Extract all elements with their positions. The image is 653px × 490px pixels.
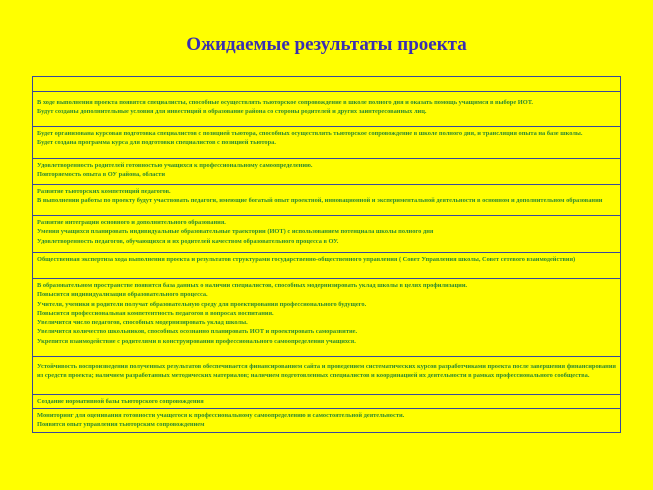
table-row [33, 91, 620, 126]
table-row [33, 215, 620, 252]
row-text: Создание нормативной базы тьюторского сопровождения [37, 398, 204, 405]
results-table [32, 76, 621, 433]
row-text: Укрепится взаимодействие с родителями в конструировании профессионального самоопределения учащихся. [37, 337, 356, 345]
row-text: Повысится профессиональная компетентность педагогов в вопросах воспитания. [37, 309, 274, 317]
row-text: Будут созданы дополнительные условия для инвестиций в образование района со стороны родителей и других заинтересованных лиц. [37, 108, 427, 116]
row-text: Развитие интеграции основного и дополнительного образования. [37, 219, 226, 226]
table-row [33, 394, 620, 408]
row-text: Мониторинг для оценивания готовности учащегося к профессиональному самоопределению и самостоятельной деятельности. [37, 412, 405, 419]
row-text: Учителя, ученики и родители получат образовательную среду для проектирования профессионального будущего. [37, 300, 367, 308]
row-text: Увеличится количество школьников, способных осознанно планировать ИОТ и проектировать саморазвитие. [37, 328, 358, 336]
table-row [33, 77, 620, 91]
row-text: Появится опыт управления тьюторским сопровождением [37, 421, 205, 429]
row-text: В выполнении работы по проекту будут участвовать педагоги, имеющие богатый опыт проектной, инновационной и экспериментальной деятельности в основном и дополнительном образовании [37, 197, 603, 205]
table-row [33, 184, 620, 215]
row-text: Будет организована курсовая подготовка специалистов с позицией тьютора, способных осуществлять тьюторское сопровождение в школе полного дня, и трансляция опыта на базе школы. [37, 130, 583, 137]
row-text: Удовлетворенность педагогов, обучающихся и их родителей качеством образовательного процесса в ОУ. [37, 237, 339, 245]
row-text: В образовательном пространстве появится база данных о наличии специалистов, способных модернизировать уклад школы в целях профилизации. [37, 282, 468, 289]
row-text: Будет создана программа курса для подготовки специалистов с позицией тьютора. [37, 139, 276, 147]
row-text: Повысится индивидуализация образовательного процесса. [37, 291, 208, 299]
row-text: Увеличится число педагогов, способных модернизировать уклад школы. [37, 319, 248, 327]
row-text: Развитие тьюторских компетенций педагогов. [37, 188, 171, 195]
row-text: Удовлетворенность родителей готовностью учащихся к профессиональному самоопределению. [37, 162, 313, 169]
row-text: Умения учащихся планировать индивидуальные образовательные траектории (ИОТ) с использованием потенциала школы полного дня [37, 228, 434, 236]
table-row [33, 126, 620, 158]
table-row [33, 252, 620, 278]
slide-title: Ожидаемые результаты проекта [186, 34, 467, 55]
row-text: Общественная экспертиза хода выполнения проекта и результатов структурами государственно-общественного управления ( Совет Управления школы, Совет сетевого взаимодействия) [37, 256, 576, 263]
table-row [33, 278, 620, 356]
row-text: Повторяемость опыта в ОУ района, области [37, 171, 166, 179]
row-text: Устойчивость воспроизведения полученных результатов обеспечивается финансированием сайта и проведением систематических курсов разработчиками проекта после завершения финансирования из средств проекта; наличием разработанных методических материалов; наличием подготовленных специалистов и координацией их деятельности в рамках профессионального сообщества. [37, 363, 616, 380]
table-row [33, 158, 620, 184]
table-row [33, 356, 620, 394]
table-row [33, 408, 620, 432]
row-text: В ходе выполнения проекта появятся специалисты, способные осуществлять тьюторское сопровождение в школе полного дня и оказать помощь учащимся в выборе ИОТ. [37, 99, 533, 106]
